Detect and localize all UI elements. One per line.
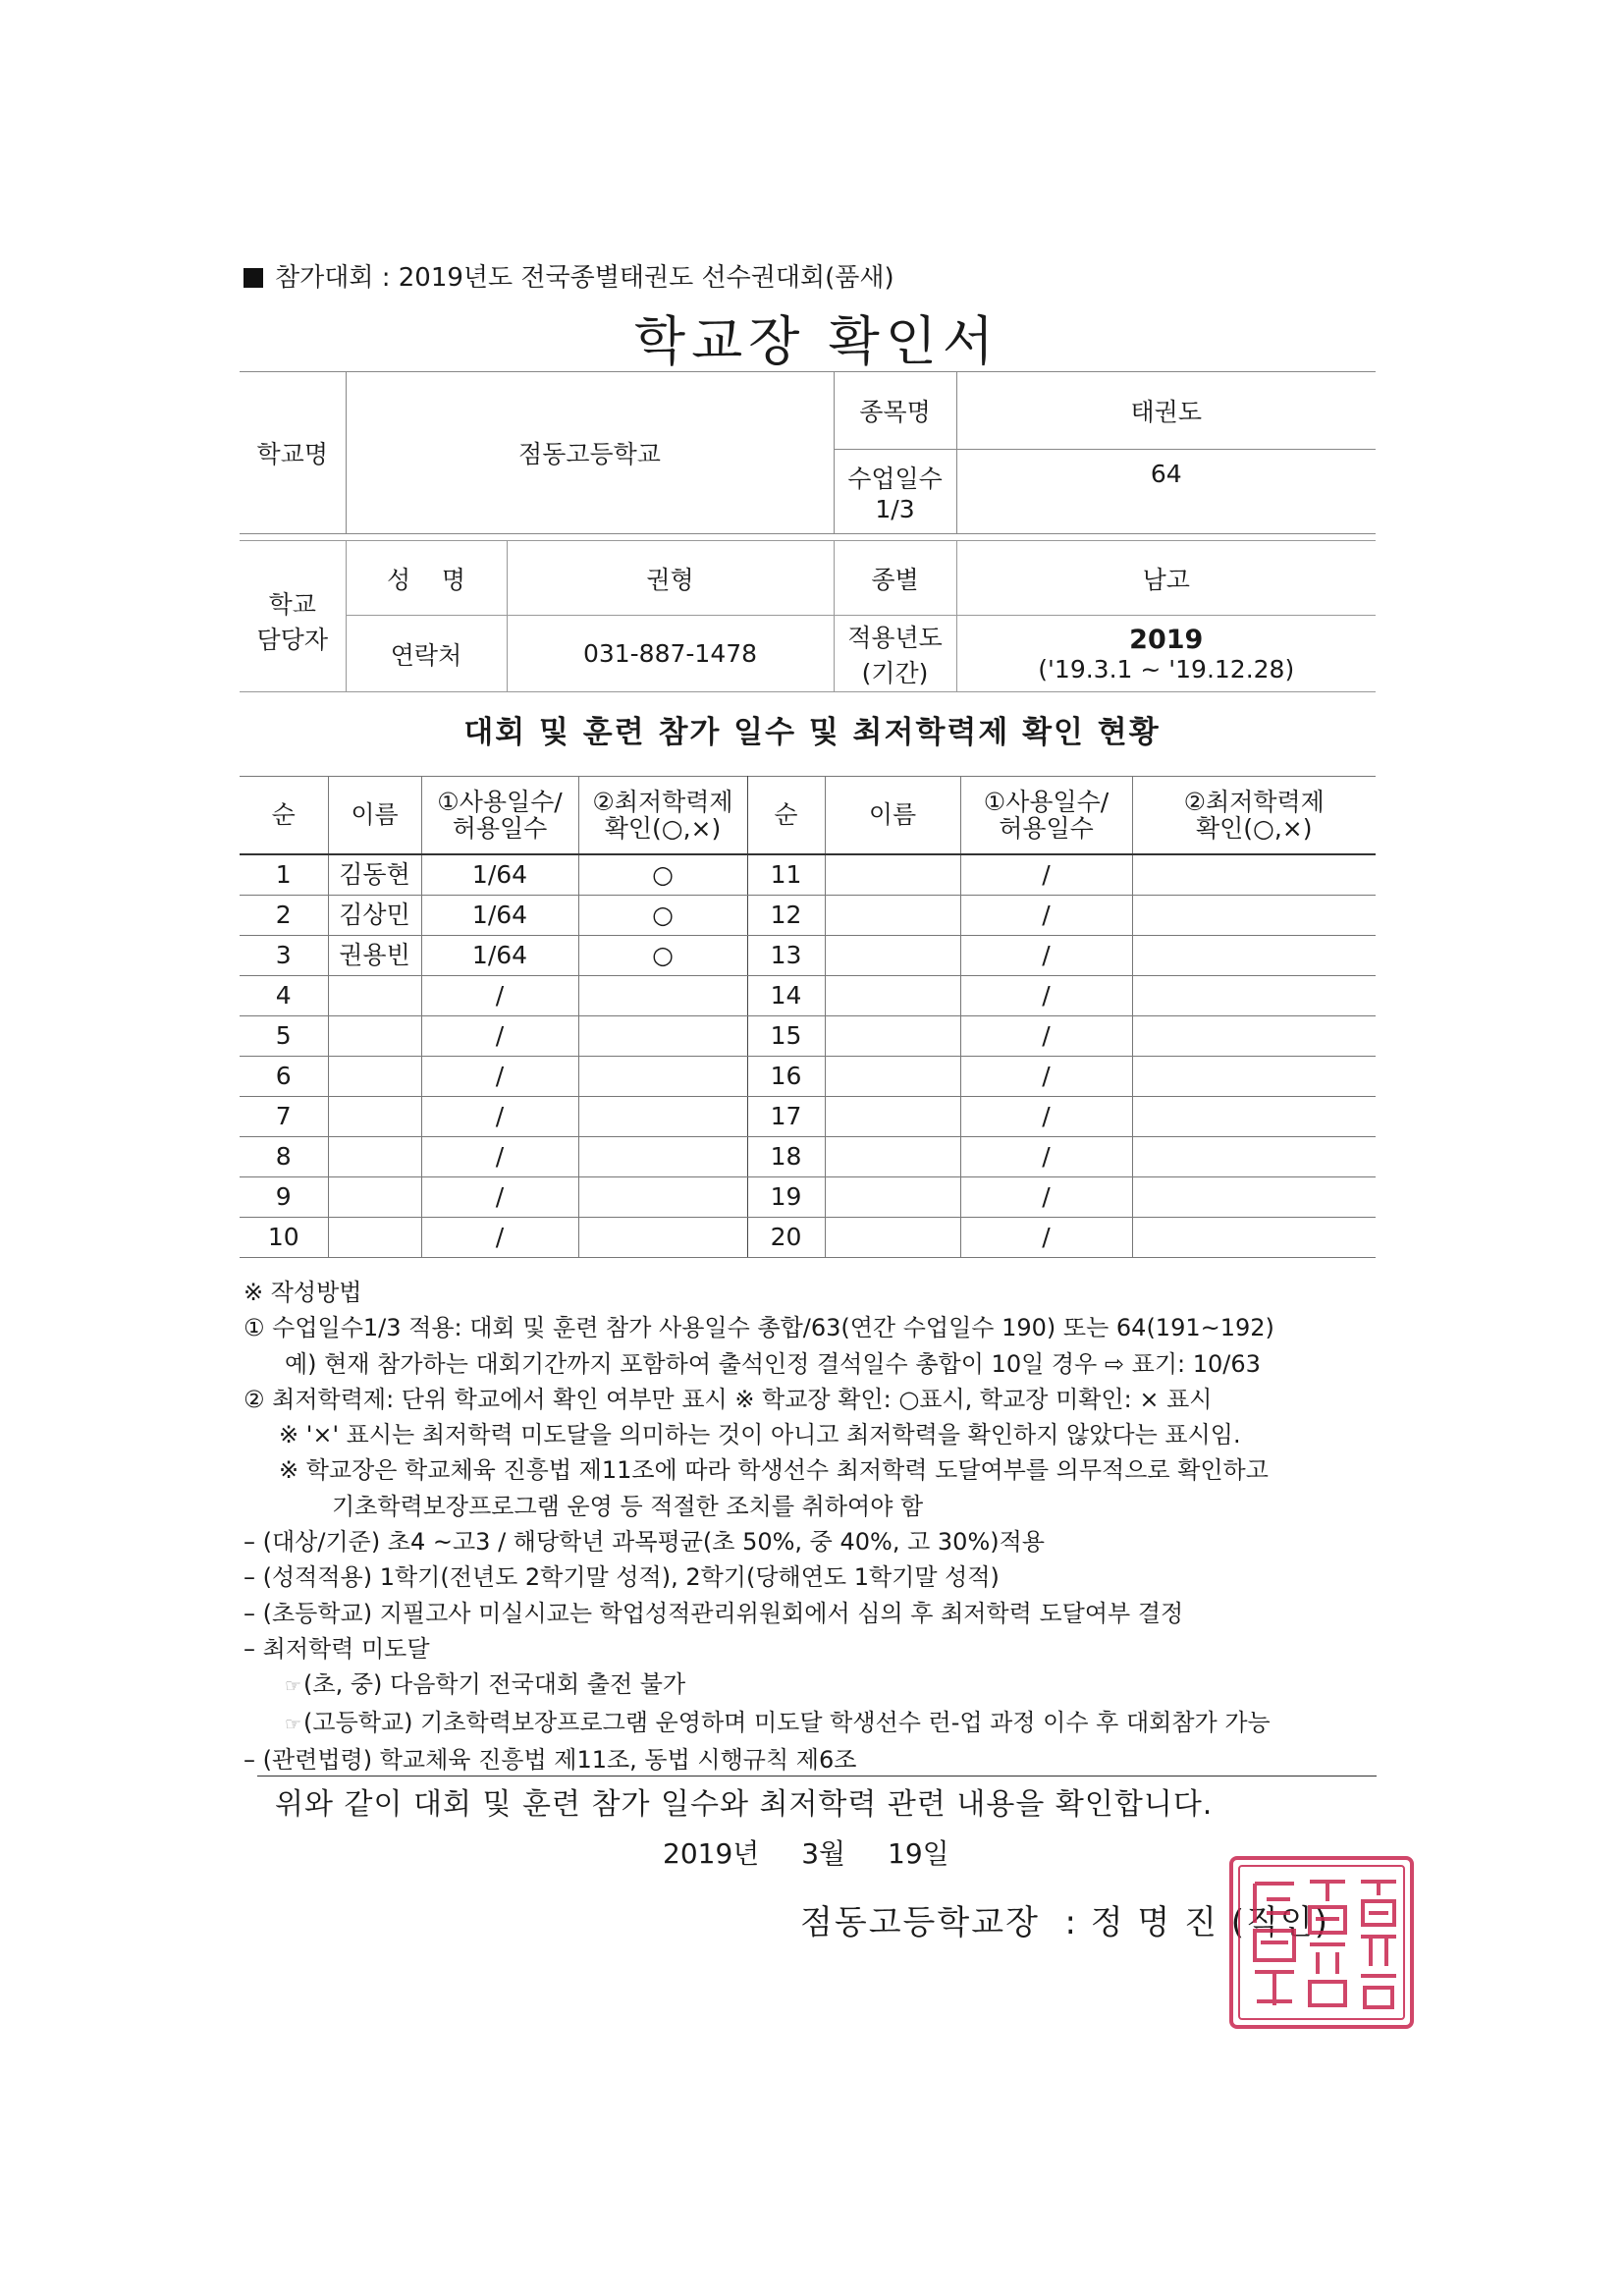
header-no-right: 순 — [747, 777, 825, 855]
days-label-line1: 수업일수 — [847, 465, 943, 493]
row-left-days: / — [421, 1137, 578, 1177]
table-row — [240, 936, 1376, 976]
row-left-no: 10 — [240, 1218, 328, 1258]
row-left-name: 김상민 — [328, 896, 421, 936]
header-days-right-line1: ①사용일수/ — [983, 787, 1110, 816]
row-right-days: / — [960, 854, 1132, 896]
table-row — [240, 896, 1376, 936]
detail-4: – 최저학력 미도달 — [244, 1634, 430, 1663]
sport-value: 태권도 — [956, 372, 1376, 450]
row-right-check — [1132, 1097, 1376, 1137]
notes-heading: ※ 작성방법 — [244, 1279, 362, 1306]
pointing-hand-icon: ☞ — [285, 1713, 302, 1735]
seal-glyph-left — [1255, 1884, 1294, 2005]
detail-4-b-text: (고등학교) 기초학력보장프로그램 운영하며 미도달 학생선수 런-업 과정 이수 후 대회참가 가능 — [303, 1708, 1271, 1736]
row-left-no: 1 — [240, 854, 328, 896]
row-left-check — [578, 1137, 747, 1177]
days-label — [834, 450, 956, 534]
row-left-name — [328, 1218, 421, 1258]
row-right-check — [1132, 976, 1376, 1016]
sport-label: 종목명 — [834, 372, 956, 450]
contact-value: 031-887-1478 — [507, 616, 834, 692]
row-right-no: 14 — [747, 976, 825, 1016]
row-right-check — [1132, 1177, 1376, 1218]
header-name-right: 이름 — [825, 777, 960, 855]
detail-4-a-text: (초, 중) 다음학기 전국대회 출전 불가 — [303, 1670, 686, 1699]
year-label-line1: 적용년도 — [847, 623, 943, 652]
row-right-check — [1132, 1218, 1376, 1258]
row-right-name — [825, 1057, 960, 1097]
row-left-no: 6 — [240, 1057, 328, 1097]
row-left-days: / — [421, 976, 578, 1016]
name-value: 권형 — [507, 541, 834, 616]
note-2-b-cont: 기초학력보장프로그램 운영 등 적절한 조치를 취하여야 함 — [332, 1492, 924, 1520]
row-left-days: / — [421, 1057, 578, 1097]
row-left-no: 3 — [240, 936, 328, 976]
days-value: 64 — [956, 450, 1376, 534]
row-right-days: / — [960, 1137, 1132, 1177]
row-left-name — [328, 1137, 421, 1177]
school-value: 점동고등학교 — [346, 372, 834, 534]
row-right-no: 12 — [747, 896, 825, 936]
note-1-example: 예) 현재 참가하는 대회기간까지 포함하여 출석인정 결석일수 총합이 10일 경우 ⇨ 표기: 10/63 — [285, 1349, 1261, 1378]
header-min-right — [1132, 777, 1376, 855]
writing-notes — [244, 1275, 1274, 1777]
row-left-check: ○ — [578, 854, 747, 896]
school-label: 학교명 — [240, 372, 346, 534]
row-left-days: / — [421, 1097, 578, 1137]
row-left-check: ○ — [578, 896, 747, 936]
row-right-check — [1132, 1057, 1376, 1097]
row-right-name — [825, 1137, 960, 1177]
row-right-check — [1132, 1016, 1376, 1057]
row-right-check — [1132, 936, 1376, 976]
row-right-no: 13 — [747, 936, 825, 976]
table-row — [240, 1137, 1376, 1177]
row-right-check — [1132, 1137, 1376, 1177]
header-days-right-line2: 허용일수 — [999, 814, 1094, 843]
row-right-name — [825, 936, 960, 976]
row-right-no: 20 — [747, 1218, 825, 1258]
table-row — [240, 854, 1376, 896]
row-right-no: 17 — [747, 1097, 825, 1137]
year-label — [834, 616, 956, 692]
date-day: 19일 — [888, 1837, 949, 1870]
type-label: 종별 — [834, 541, 956, 616]
header-min — [578, 777, 747, 855]
seal-glyph-right — [1361, 1882, 1396, 2007]
year-value: 2019 — [1129, 624, 1204, 655]
name-label: 성 명 — [346, 541, 507, 616]
row-left-name — [328, 1057, 421, 1097]
detail-4-a — [244, 1667, 1274, 1704]
table-row — [240, 1097, 1376, 1137]
row-left-no: 7 — [240, 1097, 328, 1137]
participant-rows — [240, 854, 1376, 1258]
note-2-b: ※ 학교장은 학교체육 진흥법 제11조에 따라 학생선수 최저학력 도달여부를 의무적으로 확인하고 — [279, 1456, 1269, 1485]
row-left-days: 1/64 — [421, 896, 578, 936]
row-left-days: / — [421, 1218, 578, 1258]
row-left-name — [328, 1097, 421, 1137]
row-right-name — [825, 1016, 960, 1057]
row-left-no: 8 — [240, 1137, 328, 1177]
row-left-name — [328, 1177, 421, 1218]
days-label-line2: 1/3 — [875, 495, 915, 523]
note-2-a: ※ '×' 표시는 최저학력 미도달을 의미하는 것이 아니고 최저학력을 확인하지 않았다는 표시임. — [279, 1421, 1241, 1449]
row-right-name — [825, 1097, 960, 1137]
row-right-name — [825, 1218, 960, 1258]
principal-name: 점동고등학교장 : 정 명 진 — [800, 1903, 1218, 1942]
table-row — [240, 1177, 1376, 1218]
header-no: 순 — [240, 777, 328, 855]
header-min-right-line2: 확인(○,×) — [1195, 814, 1313, 843]
row-left-check — [578, 1057, 747, 1097]
row-left-check — [578, 976, 747, 1016]
note-1: ① 수업일수1/3 적용: 대회 및 훈련 참가 사용일수 총합/63(연간 수업일수 190) 또는 64(191~192) — [244, 1314, 1274, 1342]
issue-date — [663, 1832, 977, 1872]
header-days-line2: 허용일수 — [452, 814, 548, 843]
section-title: 대회 및 훈련 참가 일수 및 최저학력제 확인 현황 — [463, 715, 1161, 750]
row-right-check — [1132, 896, 1376, 936]
event-line — [244, 257, 894, 294]
row-left-check — [578, 1218, 747, 1258]
row-left-check — [578, 1097, 747, 1137]
footer-divider — [257, 1776, 1377, 1777]
row-left-days: 1/64 — [421, 854, 578, 896]
row-left-name: 권용빈 — [328, 936, 421, 976]
row-right-days: / — [960, 976, 1132, 1016]
table-row — [240, 1016, 1376, 1057]
row-right-name — [825, 1177, 960, 1218]
row-left-no: 5 — [240, 1016, 328, 1057]
row-right-days: / — [960, 896, 1132, 936]
type-value: 남고 — [956, 541, 1376, 616]
row-left-no: 4 — [240, 976, 328, 1016]
row-right-no: 18 — [747, 1137, 825, 1177]
row-right-no: 16 — [747, 1057, 825, 1097]
pointing-hand-icon: ☞ — [285, 1675, 302, 1698]
square-bullet-icon — [244, 268, 263, 288]
row-right-days: / — [960, 1057, 1132, 1097]
row-right-days: / — [960, 1016, 1132, 1057]
header-min-line2: 확인(○,×) — [604, 814, 722, 843]
manager-label — [240, 541, 346, 692]
header-days-right — [960, 777, 1132, 855]
seal-glyph-middle — [1310, 1882, 1345, 2005]
table-row — [240, 1057, 1376, 1097]
header-days — [421, 777, 578, 855]
row-left-name — [328, 976, 421, 1016]
year-value-cell — [956, 616, 1376, 692]
row-left-no: 2 — [240, 896, 328, 936]
manager-label-line1: 학교 — [268, 589, 316, 619]
header-name: 이름 — [328, 777, 421, 855]
row-left-name: 김동현 — [328, 854, 421, 896]
date-year: 2019년 — [663, 1837, 760, 1870]
table-header-row — [240, 777, 1376, 855]
table-row — [240, 976, 1376, 1016]
detail-3: – (초등학교) 지필고사 미실시교는 학업성적관리위원회에서 심의 후 최저학력 도달여부 결정 — [244, 1599, 1184, 1627]
detail-2: – (성적적용) 1학기(전년도 2학기말 성적), 2학기(당해연도 1학기말 성적) — [244, 1563, 1000, 1592]
period-value: ('19.3.1 ~ '19.12.28) — [1038, 654, 1295, 683]
row-left-days: / — [421, 1177, 578, 1218]
row-right-name — [825, 854, 960, 896]
manager-label-line2: 담당자 — [256, 625, 328, 654]
header-min-right-line1: ②최저학력제 — [1183, 787, 1325, 816]
row-left-check: ○ — [578, 936, 747, 976]
school-info-table — [240, 371, 1376, 534]
table-row — [240, 1218, 1376, 1258]
year-label-line2: (기간) — [861, 658, 929, 687]
row-right-days: / — [960, 1177, 1132, 1218]
row-left-check — [578, 1177, 747, 1218]
row-left-days: 1/64 — [421, 936, 578, 976]
manager-info-table — [240, 540, 1376, 692]
document-title: 학교장 확인서 — [633, 310, 1001, 372]
note-2: ② 최저학력제: 단위 학교에서 확인 여부만 표시 ※ 학교장 확인: ○표시, 학교장 미확인: × 표시 — [244, 1385, 1213, 1413]
row-right-days: / — [960, 936, 1132, 976]
confirmation-text: 위와 같이 대회 및 훈련 참가 일수와 최저학력 관련 내용을 확인합니다. — [275, 1787, 1214, 1822]
row-right-no: 15 — [747, 1016, 825, 1057]
detail-5: – (관련법령) 학교체육 진흥법 제11조, 동법 시행규칙 제6조 — [244, 1745, 857, 1774]
row-right-check — [1132, 854, 1376, 896]
detail-1: – (대상/기준) 초4 ~고3 / 해당학년 과목평균(초 50%, 중 40%, 고 30%)적용 — [244, 1528, 1045, 1557]
row-right-no: 19 — [747, 1177, 825, 1218]
participant-table — [240, 776, 1376, 1258]
row-left-check — [578, 1016, 747, 1057]
row-right-days: / — [960, 1097, 1132, 1137]
row-right-days: / — [960, 1218, 1132, 1258]
header-days-line1: ①사용일수/ — [437, 787, 563, 816]
row-left-name — [328, 1016, 421, 1057]
row-right-name — [825, 976, 960, 1016]
detail-4-b — [244, 1705, 1274, 1742]
contact-label: 연락처 — [346, 616, 507, 692]
row-right-name — [825, 896, 960, 936]
event-label: 참가대회 : 2019년도 전국종별태권도 선수권대회(품새) — [275, 263, 894, 293]
seal-note: (직인) — [1230, 1903, 1329, 1942]
date-month: 3월 — [801, 1837, 846, 1870]
row-left-days: / — [421, 1016, 578, 1057]
header-min-line1: ②최저학력제 — [592, 787, 733, 816]
row-right-no: 11 — [747, 854, 825, 896]
official-seal-stamp — [1227, 1854, 1416, 2031]
row-left-no: 9 — [240, 1177, 328, 1218]
